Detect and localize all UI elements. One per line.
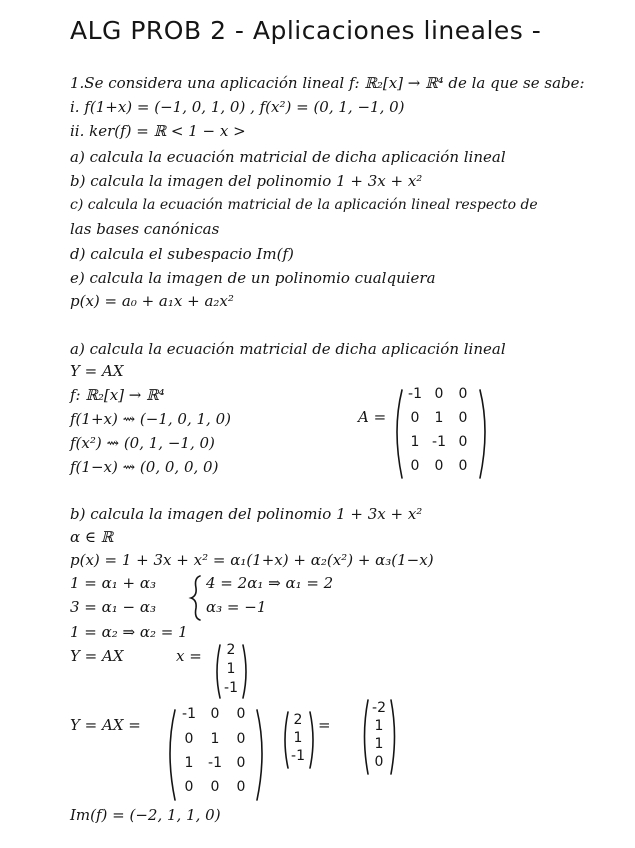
system-eq-2: 3 = α₁ − α₃ bbox=[70, 598, 157, 616]
part-e-polynomial: p(x) = a₀ + a₁x + a₂x² bbox=[70, 292, 234, 310]
solution-b-heading: b) calcula la imagen del polinomio 1 + 3x + x² bbox=[70, 505, 423, 523]
system-eq-3: 1 = α₂ ⇒ α₂ = 1 bbox=[70, 623, 188, 641]
vector-cell: 1 bbox=[374, 718, 384, 734]
matrix-a-left-bracket bbox=[397, 390, 402, 478]
matrix-cell: 0 bbox=[236, 731, 246, 747]
matrix-cell: -1 bbox=[432, 434, 446, 450]
matrix-cell: 0 bbox=[236, 755, 246, 771]
product-matrix-left-bracket bbox=[170, 710, 175, 800]
part-c-line1: c) calcula la ecuación matricial de la aplicación lineal respecto de bbox=[70, 197, 538, 213]
matrix-cell: 0 bbox=[434, 386, 444, 402]
system-eq-1: 1 = α₁ + α₃ bbox=[70, 574, 157, 592]
matrix-cell: 0 bbox=[458, 386, 468, 402]
solution-a-image-1: f(1+x) ⇝ (−1, 0, 1, 0) bbox=[70, 410, 231, 428]
solution-b-equation: Y = AX bbox=[70, 647, 124, 665]
part-d: d) calcula el subespacio Im(f) bbox=[70, 245, 294, 263]
system-solution-2: α₃ = −1 bbox=[206, 598, 267, 616]
matrix-cell: 0 bbox=[184, 731, 194, 747]
image-result: Im(f) = (−2, 1, 1, 0) bbox=[70, 806, 221, 824]
matrix-cell: 0 bbox=[184, 779, 194, 795]
matrix-a-label: A = bbox=[358, 408, 387, 426]
matrix-cell: 0 bbox=[458, 410, 468, 426]
matrix-cell: -1 bbox=[182, 706, 196, 722]
matrix-cell: 1 bbox=[210, 731, 220, 747]
x-vector-label: x = bbox=[176, 647, 202, 665]
matrix-cell: 0 bbox=[210, 706, 220, 722]
vector-cell: -1 bbox=[291, 748, 305, 764]
given-i: i. f(1+x) = (−1, 0, 1, 0) , f(x²) = (0, 1, −1, 0) bbox=[70, 98, 405, 116]
solution-b-expansion: p(x) = 1 + 3x + x² = α₁(1+x) + α₂(x²) + α₃(1−x) bbox=[70, 551, 434, 569]
matrix-cell: 1 bbox=[184, 755, 194, 771]
given-ii: ii. ker(f) = ℝ < 1 − x > bbox=[70, 122, 246, 140]
part-c-line2: las bases canónicas bbox=[70, 220, 220, 238]
product-label: Y = AX = bbox=[70, 716, 141, 734]
problem-statement: 1.Se considera una aplicación lineal f: ℝ₂[x] → ℝ⁴ de la que se sabe: bbox=[70, 74, 585, 92]
vector-cell: 2 bbox=[293, 712, 303, 728]
vector-cell: -1 bbox=[224, 680, 238, 696]
matrix-cell: 1 bbox=[434, 410, 444, 426]
matrix-cell: 0 bbox=[236, 779, 246, 795]
matrix-a-right-bracket bbox=[480, 390, 485, 478]
product-matrix-right-bracket bbox=[257, 710, 262, 800]
system-solution-1: 4 = 2α₁ ⇒ α₁ = 2 bbox=[206, 574, 334, 592]
matrix-cell: -1 bbox=[208, 755, 222, 771]
matrix-cell: 0 bbox=[236, 706, 246, 722]
vector-cell: 1 bbox=[226, 661, 236, 677]
vector-cell: 1 bbox=[293, 730, 303, 746]
matrix-cell: 0 bbox=[410, 410, 420, 426]
vector-cell: -2 bbox=[372, 700, 386, 716]
matrix-cell: 0 bbox=[458, 434, 468, 450]
solution-b-alpha: α ∈ ℝ bbox=[70, 528, 114, 546]
matrix-cell: 0 bbox=[434, 458, 444, 474]
result-vector-right-bracket bbox=[391, 700, 395, 774]
solution-a-image-2: f(x²) ⇝ (0, 1, −1, 0) bbox=[70, 434, 215, 452]
part-a: a) calcula la ecuación matricial de dicha aplicación lineal bbox=[70, 148, 506, 166]
product-vector-right-bracket bbox=[310, 712, 313, 768]
matrix-cell: 0 bbox=[210, 779, 220, 795]
vector-cell: 2 bbox=[226, 642, 236, 658]
equals-sign: = bbox=[318, 716, 331, 734]
system-brace bbox=[191, 576, 200, 620]
vector-cell: 0 bbox=[374, 754, 384, 770]
matrix-cell: 0 bbox=[458, 458, 468, 474]
matrix-cell: 0 bbox=[410, 458, 420, 474]
part-e: e) calcula la imagen de un polinomio cualquiera bbox=[70, 269, 436, 287]
x-vector-right-bracket bbox=[243, 645, 246, 698]
vector-cell: 1 bbox=[374, 736, 384, 752]
page-title: ALG PROB 2 - Aplicaciones lineales - bbox=[70, 16, 542, 45]
solution-a-map: f: ℝ₂[x] → ℝ⁴ bbox=[70, 386, 165, 404]
solution-a-equation: Y = AX bbox=[70, 362, 124, 380]
matrix-cell: -1 bbox=[408, 386, 422, 402]
solution-a-heading: a) calcula la ecuación matricial de dicha aplicación lineal bbox=[70, 340, 506, 358]
solution-a-image-3: f(1−x) ⇝ (0, 0, 0, 0) bbox=[70, 458, 219, 476]
matrix-cell: 1 bbox=[410, 434, 420, 450]
part-b: b) calcula la imagen del polinomio 1 + 3x + x² bbox=[70, 172, 423, 190]
